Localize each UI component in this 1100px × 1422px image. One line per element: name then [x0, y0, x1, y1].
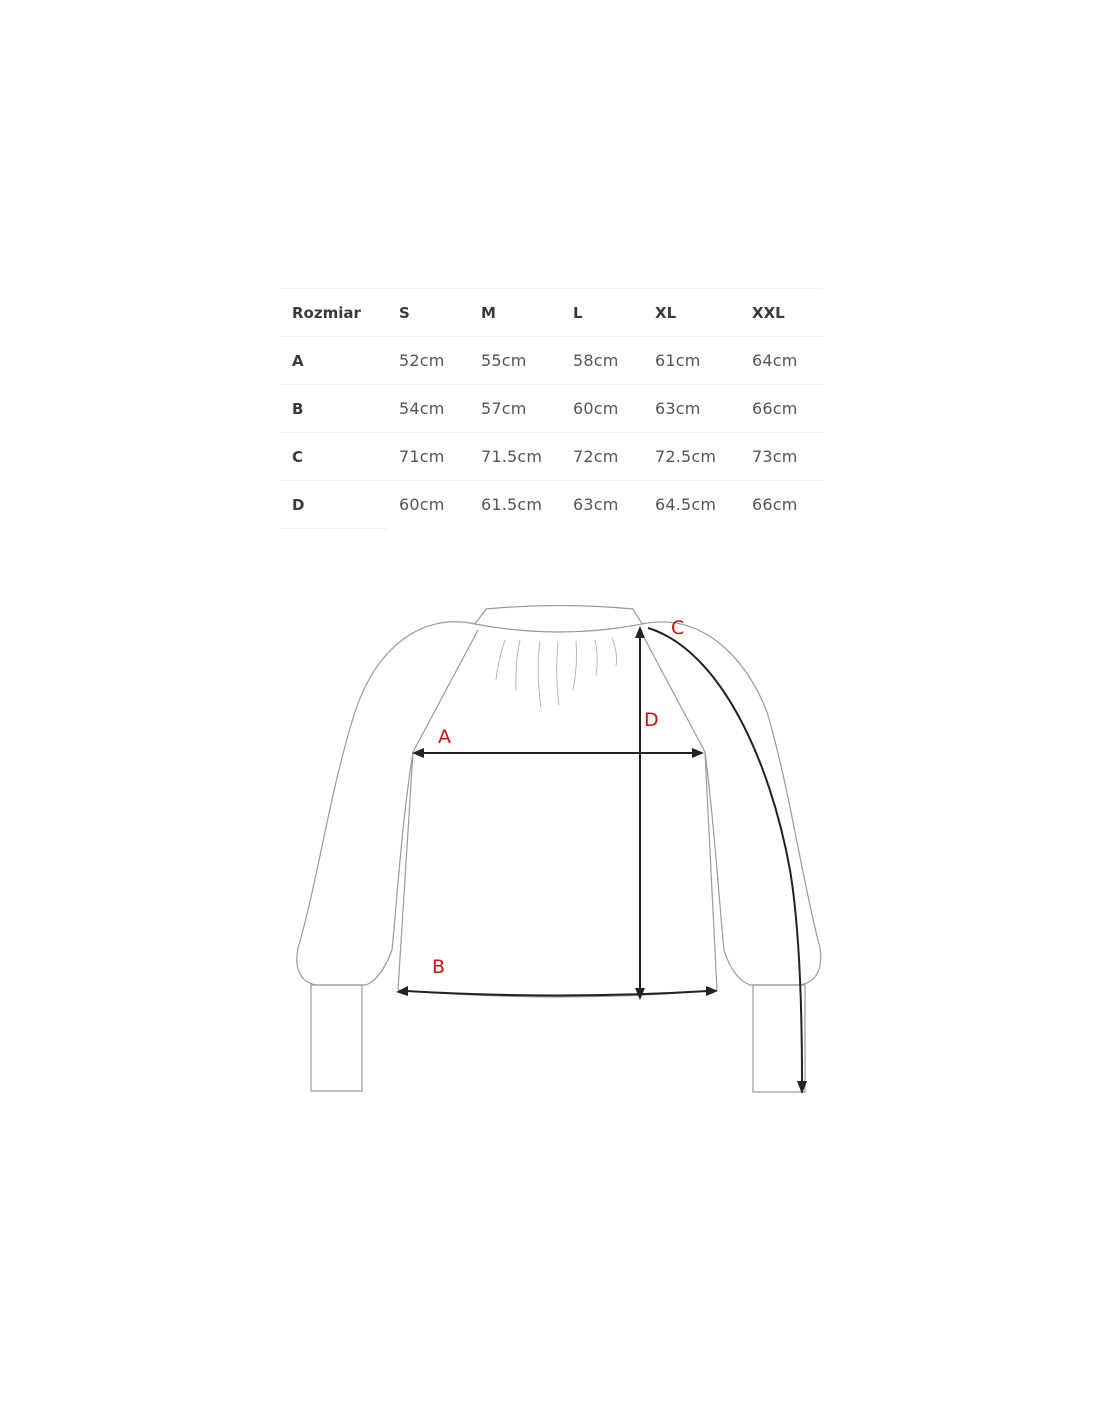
header-size-xxl: XXL — [740, 289, 822, 337]
header-size-label: Rozmiar — [280, 289, 387, 337]
table-cell: 61.5cm — [481, 495, 543, 515]
gather-line — [595, 640, 597, 676]
label-a: A — [438, 726, 451, 748]
arrowhead — [706, 986, 718, 996]
row-label: B — [280, 385, 387, 433]
label-b: B — [432, 956, 446, 978]
row-label: C — [280, 433, 387, 481]
table-cell: 60cm — [399, 495, 445, 515]
table-cell: 64cm — [740, 337, 822, 385]
row-label: D — [280, 481, 387, 529]
measure-line-c — [648, 628, 802, 1082]
table-cell: 54cm — [387, 385, 469, 433]
gather-line — [557, 642, 559, 705]
table-cell: 64.5cm — [655, 495, 717, 515]
table-row — [280, 481, 822, 529]
gather-line — [496, 640, 505, 680]
table-cell: 73cm — [740, 433, 822, 481]
table-cell: 72cm — [561, 433, 643, 481]
table-row — [280, 385, 822, 433]
right-raglan-seam — [640, 630, 705, 752]
right-cuff-outline — [753, 985, 805, 1092]
body-left-side — [398, 752, 413, 990]
arrowhead — [692, 748, 704, 758]
table-cell: 57cm — [469, 385, 561, 433]
header-size-l: L — [561, 289, 643, 337]
table-cell: 66cm — [752, 495, 798, 515]
header-size-s: S — [387, 289, 469, 337]
header-size-xl: XL — [643, 289, 740, 337]
arrowhead — [635, 626, 645, 638]
gather-line — [538, 641, 541, 708]
table-cell: 71.5cm — [469, 433, 561, 481]
table-cell: 58cm — [561, 337, 643, 385]
table-cell: 52cm — [387, 337, 469, 385]
table-cell: 66cm — [740, 385, 822, 433]
measure-line-b — [406, 991, 708, 996]
table-cell: 71cm — [387, 433, 469, 481]
table-cell: 55cm — [469, 337, 561, 385]
row-label: A — [280, 337, 387, 385]
garment-outline — [297, 606, 821, 1093]
label-c: C — [671, 617, 685, 639]
label-d: D — [644, 709, 659, 731]
table-row — [280, 433, 822, 481]
garment-measurement-diagram — [280, 590, 825, 1105]
table-cell: 63cm — [573, 495, 619, 515]
gather-line — [516, 640, 520, 690]
table-header-row — [280, 289, 822, 337]
body-right-side — [705, 752, 717, 990]
gather-line — [612, 638, 617, 666]
left-sleeve-outline — [297, 622, 475, 985]
right-sleeve-outline — [642, 622, 821, 985]
header-size-m: M — [469, 289, 561, 337]
table-cell: 61cm — [643, 337, 740, 385]
measurement-lines — [396, 626, 807, 1094]
measurement-labels — [432, 617, 684, 978]
table-cell: 63cm — [643, 385, 740, 433]
size-chart-table — [280, 288, 822, 529]
collar-outline — [475, 606, 642, 633]
gather-line — [573, 641, 577, 690]
table-cell: 72.5cm — [643, 433, 740, 481]
table-cell: 60cm — [561, 385, 643, 433]
left-cuff-outline — [311, 985, 362, 1091]
table-row — [280, 337, 822, 385]
